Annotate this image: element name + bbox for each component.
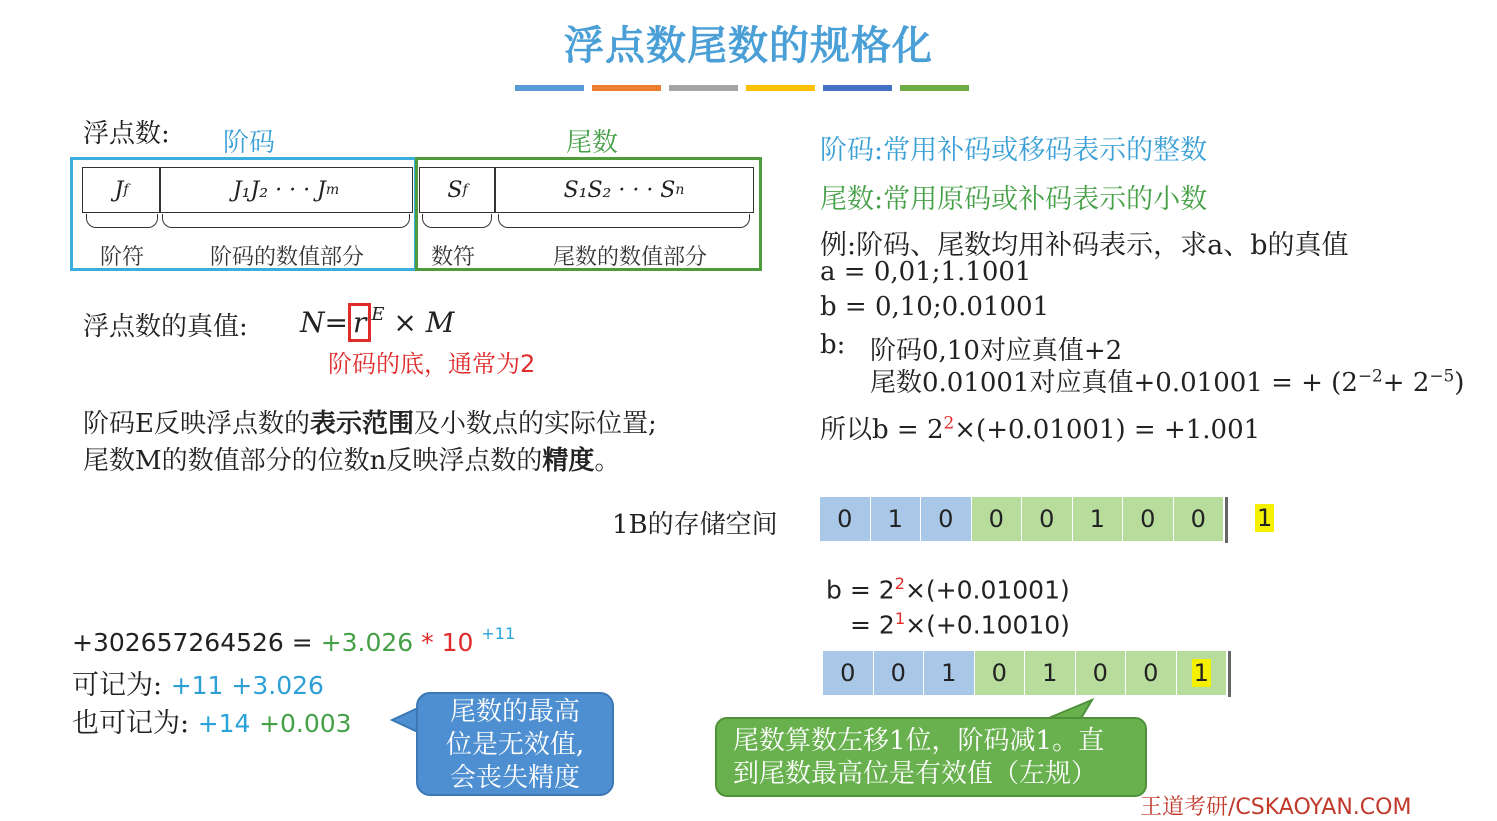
- example-mul: * 10: [421, 628, 474, 657]
- bit-cell: 0: [975, 651, 1026, 695]
- sn-sub: n: [675, 182, 685, 198]
- true-value-label: 浮点数的真值:: [83, 312, 248, 342]
- bit-cell: 0: [1174, 497, 1225, 541]
- b-exp-text: 阶码0,10对应真值+2: [870, 336, 1123, 366]
- a-line: a = 0,01;1.1001: [820, 257, 1032, 287]
- color-bar: [592, 85, 661, 91]
- overflow-bit-value: 1: [1257, 504, 1273, 532]
- color-bar: [669, 85, 738, 91]
- footer-brand: 王道考研/CSKAOYAN.COM: [1140, 795, 1412, 820]
- bit-cell: 0: [1022, 497, 1073, 541]
- desc-1b: 表示范围: [309, 409, 414, 439]
- bit-cell: 0: [1126, 651, 1177, 695]
- desc-1c: 及小数点的实际位置;: [414, 409, 657, 439]
- bit-cell: 0: [972, 497, 1023, 541]
- norm-1a: b = 2: [826, 575, 895, 605]
- storage-end-marker: [1228, 651, 1231, 697]
- brace-jf: [86, 214, 158, 228]
- formula-n: N: [300, 306, 325, 339]
- brace-sn: [498, 214, 750, 228]
- bit-cell: 0: [1076, 651, 1127, 695]
- callout-right-line-2: 到尾数最高位是有效值（左规）: [733, 759, 1098, 789]
- sn-text: S₁S₂ · · · S: [563, 177, 676, 203]
- brace-label-mant-sign: 数符: [431, 245, 476, 270]
- bit-cell: 0: [874, 651, 925, 695]
- color-bar: [515, 85, 584, 91]
- mantissa-label: 尾数: [566, 128, 619, 158]
- norm-line-1: [826, 574, 1070, 604]
- desc-1a: 阶码E反映浮点数的: [83, 409, 310, 439]
- example-num: +302657264526: [72, 628, 284, 657]
- record-2: [72, 701, 352, 740]
- norm-1b: ×(+0.01001): [904, 575, 1070, 605]
- b-label: b:: [820, 330, 846, 360]
- b-line: b = 0,10;0.01001: [820, 292, 1050, 322]
- sf-sub: f: [462, 182, 468, 198]
- jm-text: J₁J₂ · · · J: [232, 177, 326, 203]
- so-exp: 2: [943, 412, 955, 433]
- b-mant-plus: + 2: [1382, 368, 1430, 398]
- formula-eq: =: [324, 306, 348, 339]
- brace-label-exp-sign: 阶符: [100, 245, 145, 270]
- example-eq: =: [291, 628, 313, 657]
- overflow-bit: [1255, 504, 1274, 532]
- sf-text: S: [447, 177, 463, 203]
- normalized-bits: [823, 651, 1231, 697]
- formula-times-m: × M: [393, 306, 455, 339]
- jf-cell: [82, 167, 161, 213]
- storage-label: 1B的存储空间: [612, 510, 778, 540]
- bit-cell: 0: [823, 651, 874, 695]
- so-text: 所以b = 2: [820, 415, 944, 445]
- page-title: 浮点数尾数的规格化: [564, 22, 933, 69]
- norm-2a: = 2: [850, 610, 895, 640]
- base-note: 阶码的底，通常为2: [328, 350, 536, 378]
- formula-r-highlight: r: [348, 303, 371, 342]
- mantissa-note: 尾数:常用原码或补码表示的小数: [820, 184, 1208, 215]
- so-line: [820, 409, 1260, 446]
- jf-sub: f: [123, 182, 129, 198]
- example-exp: +11: [481, 624, 516, 643]
- callout-left: [416, 692, 614, 796]
- callout-left-line-3: 会丧失精度: [449, 763, 580, 793]
- color-bar: [823, 85, 892, 91]
- brace-label-exp-value: 阶码的数值部分: [210, 245, 365, 270]
- bit-cell: 1: [871, 497, 922, 541]
- callout-right-line-1: 尾数算数左移1位，阶码减1。直: [733, 726, 1105, 756]
- example-line: [72, 624, 515, 657]
- exponent-label: 阶码: [223, 128, 276, 158]
- b-mant-line: [870, 362, 1464, 399]
- b-mant-e2: −5: [1429, 365, 1455, 386]
- desc-line-1: [83, 403, 657, 440]
- norm-2b: ×(+0.10010): [905, 610, 1070, 640]
- record-2-mant: +0.003: [259, 709, 352, 738]
- bit-cell: [1177, 651, 1228, 695]
- so-rest: ×(+0.01001) = +1.001: [954, 415, 1261, 445]
- record-2-label: 也可记为:: [72, 708, 190, 739]
- title-color-bars: [515, 85, 969, 91]
- bit-highlighted: 1: [1193, 659, 1209, 687]
- true-value-formula: [300, 304, 454, 339]
- brace-sf: [422, 214, 492, 228]
- color-bar: [746, 85, 815, 91]
- norm-2-exp: 1: [894, 609, 906, 628]
- brace-jm: [162, 214, 410, 228]
- desc-2a: 尾数M的数值部分的位数n反映浮点数的: [83, 446, 543, 476]
- sn-cell: [494, 167, 754, 213]
- bit-cell: 0: [1123, 497, 1174, 541]
- record-1: [72, 663, 324, 702]
- b-mant-end: ): [1454, 368, 1465, 398]
- jm-cell: [159, 167, 413, 213]
- jf-text: J: [114, 177, 124, 203]
- desc-2b: 精度: [542, 446, 595, 476]
- exponent-note: 阶码:常用补码或移码表示的整数: [820, 135, 1208, 166]
- callout-left-line-2: 位是无效值,: [445, 730, 585, 760]
- norm-1-exp: 2: [894, 574, 905, 593]
- brace-label-mant-value: 尾数的数值部分: [553, 245, 708, 270]
- record-1-value: +11 +3.026: [170, 671, 324, 700]
- norm-line-2: [850, 609, 1070, 639]
- desc-line-2: [83, 440, 620, 477]
- callout-right: [715, 717, 1147, 797]
- example-title: 例:阶码、尾数均用补码表示，求a、b的真值: [820, 230, 1349, 261]
- sf-cell: [419, 167, 496, 213]
- bit-cell: 1: [1073, 497, 1124, 541]
- b-mant-text: 尾数0.01001对应真值+0.01001 = + (2: [870, 368, 1358, 398]
- b-mant-e1: −2: [1357, 365, 1383, 386]
- record-1-label: 可记为:: [72, 670, 163, 701]
- formula-e: E: [371, 304, 385, 325]
- callout-left-line-1: 尾数的最高: [449, 697, 580, 727]
- bit-cell: 0: [820, 497, 871, 541]
- bit-cell: 1: [924, 651, 975, 695]
- storage-end-marker: [1225, 497, 1228, 543]
- bit-cell: 1: [1025, 651, 1076, 695]
- color-bar: [900, 85, 969, 91]
- desc-2c: 。: [594, 446, 621, 476]
- example-mant: +3.026: [320, 628, 414, 657]
- jm-sub: m: [325, 182, 340, 198]
- float-label: 浮点数:: [83, 119, 170, 149]
- record-2-exp: +14: [197, 709, 251, 738]
- bit-cell: 0: [921, 497, 972, 541]
- storage-bits: [820, 497, 1228, 543]
